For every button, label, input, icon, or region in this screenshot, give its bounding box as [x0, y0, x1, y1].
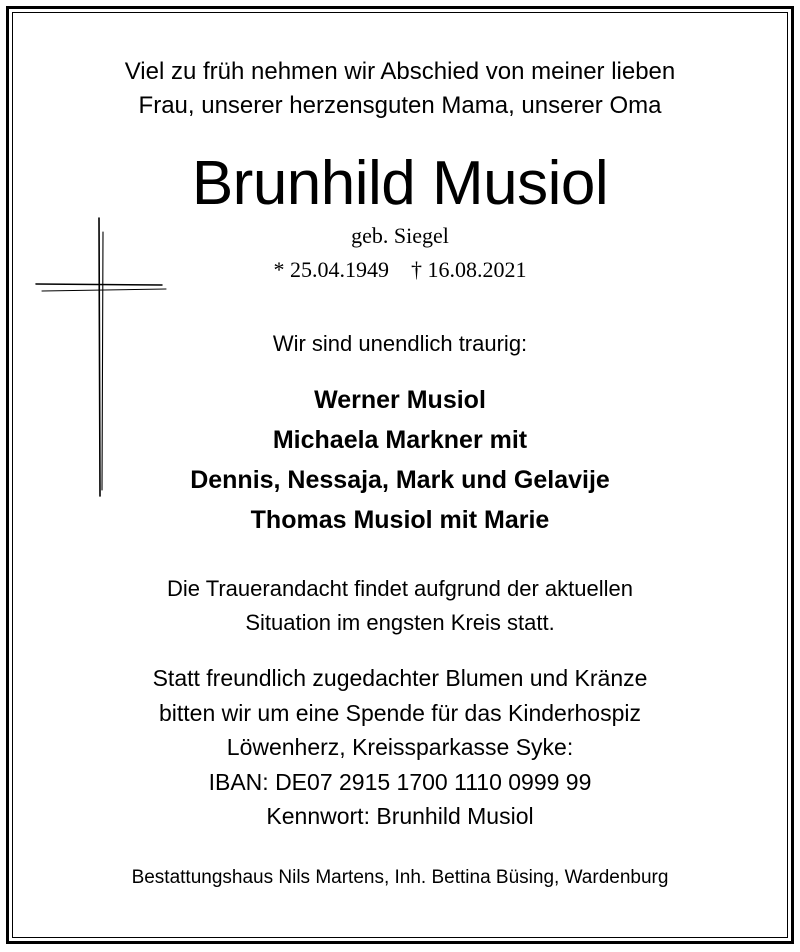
- donation-line: bitten wir um eine Spende für das Kinderhospiz: [158, 699, 641, 726]
- intro-text: [0, 55, 800, 123]
- keyword: Kennwort: Brunhild Musiol: [266, 803, 534, 829]
- mourning-line: Wir sind unendlich traurig:: [272, 331, 528, 356]
- donation-line: Statt freundlich zugedachter Blumen und Kränze: [152, 665, 648, 691]
- intro-line: Frau, unserer herzensguten Mama, unserer Oma: [138, 92, 662, 119]
- birth-date: * 25.04.1949: [273, 257, 389, 282]
- deceased-name: Brunhild Musiol: [191, 149, 609, 218]
- iban: IBAN: DE07 2915 1700 1110 0999 99: [208, 768, 592, 795]
- maiden-name: geb. Siegel: [351, 223, 449, 248]
- family-member: Dennis, Nessaja, Mark und Gelavije: [190, 466, 610, 494]
- donation-request: [0, 661, 800, 834]
- notice-line: Situation im engsten Kreis statt.: [245, 610, 555, 635]
- death-date: † 16.08.2021: [411, 257, 527, 282]
- service-notice: [0, 572, 800, 640]
- funeral-home: Bestattungshaus Nils Martens, Inh. Bettina Büsing, Wardenburg: [131, 867, 669, 888]
- donation-line: Löwenherz, Kreissparkasse Syke:: [226, 734, 574, 760]
- family-list: [0, 380, 800, 540]
- life-dates: [0, 256, 800, 284]
- family-member: Michaela Markner mit: [272, 426, 528, 454]
- family-member: Werner Musiol: [314, 386, 486, 414]
- family-member: Thomas Musiol mit Marie: [250, 506, 550, 534]
- intro-line: Viel zu früh nehmen wir Abschied von meiner lieben: [124, 58, 676, 85]
- notice-line: Die Trauerandacht findet aufgrund der aktuellen: [167, 576, 633, 601]
